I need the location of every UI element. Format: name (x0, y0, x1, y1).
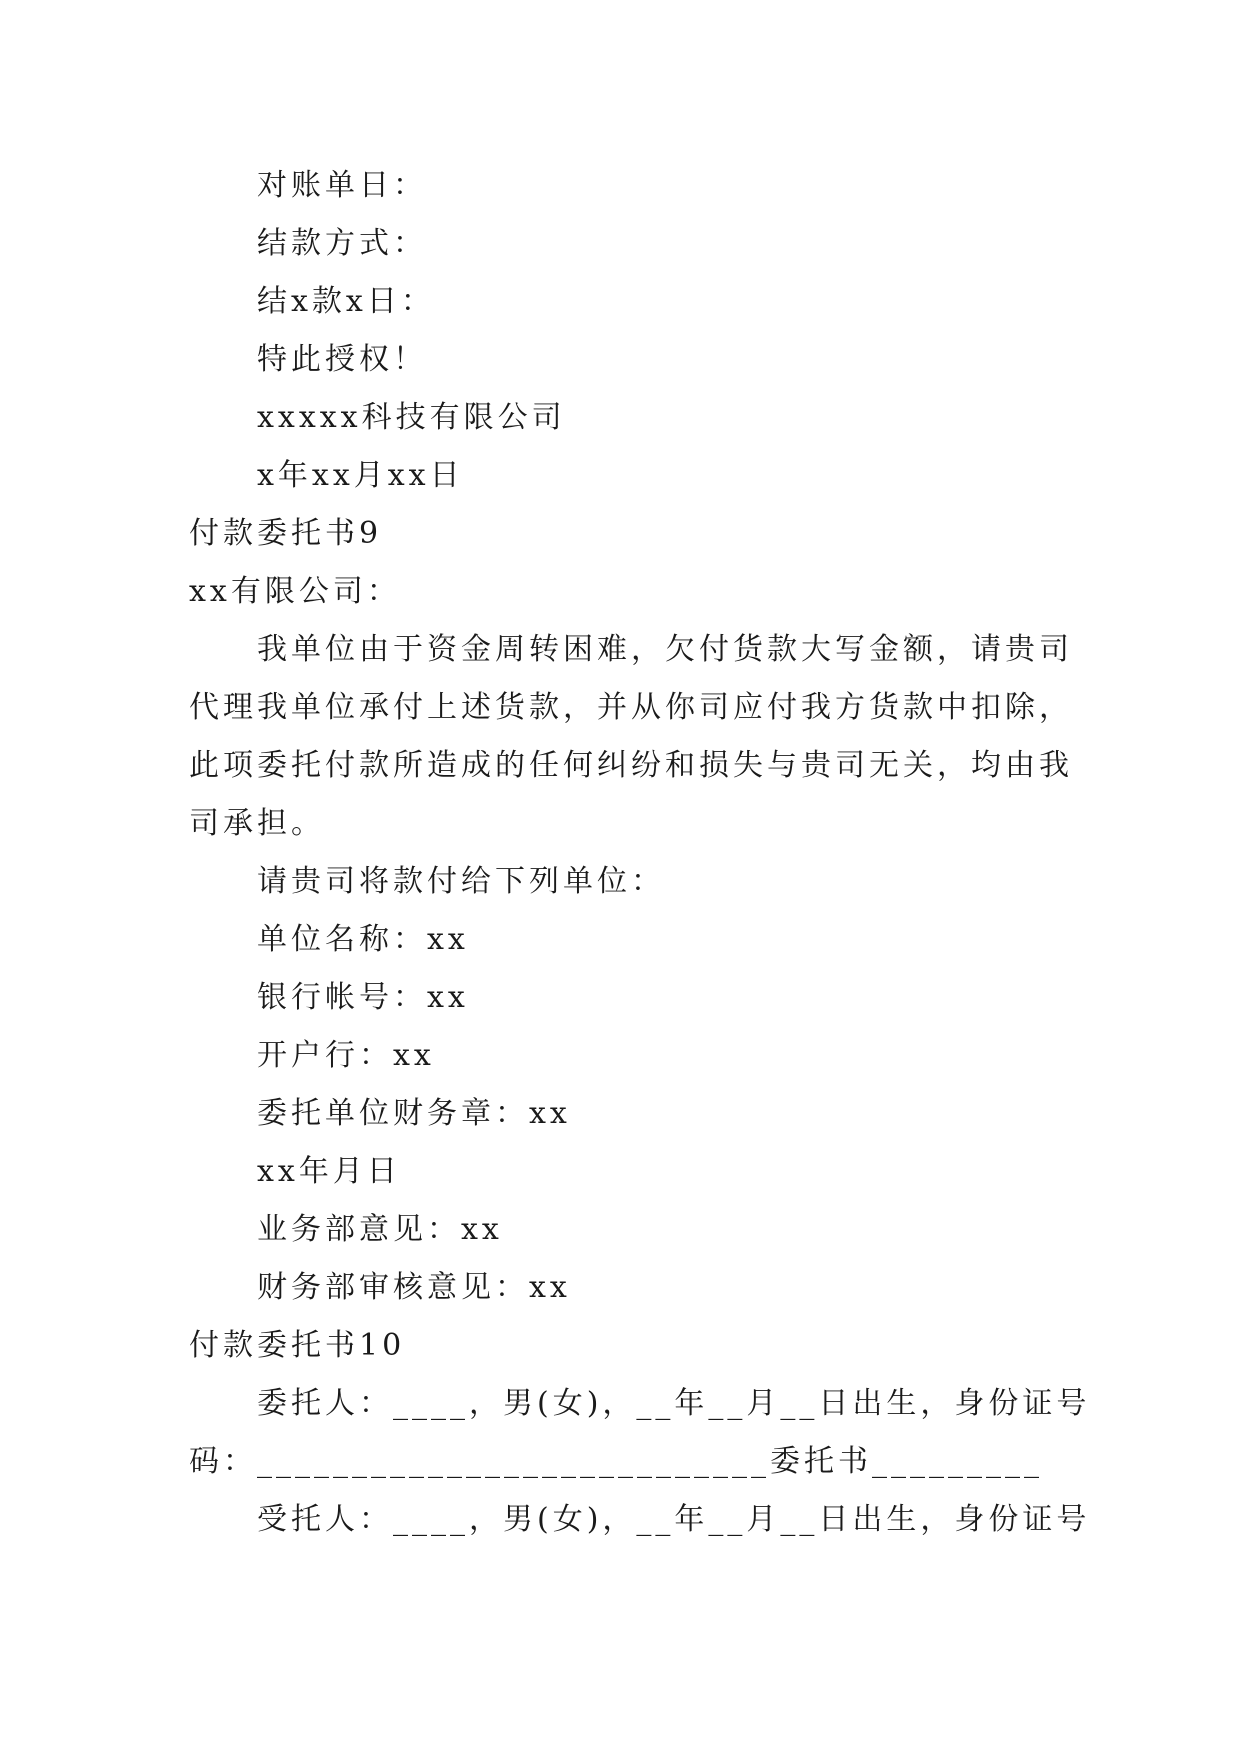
bank-branch-line: 开户行：xx (257, 1038, 435, 1073)
statement-date-line: 对账单日： (257, 168, 427, 203)
principal-line: 委托人：____，男(女)，__年__月__日出生，身份证号 (257, 1386, 1091, 1421)
id-number-line: 码：___________________________委托书_________ (189, 1444, 1043, 1479)
finance-seal-line: 委托单位财务章：xx (257, 1096, 571, 1131)
unit-name-line: 单位名称：xx (257, 922, 469, 957)
date-line: x年xx月xx日 (257, 458, 464, 493)
finance-dept-opinion-line: 财务部审核意见：xx (257, 1270, 571, 1305)
payment-method-line: 结款方式： (257, 226, 427, 261)
business-dept-opinion-line: 业务部意见：xx (257, 1212, 503, 1247)
body-paragraph-line: 我单位由于资金周转困难，欠付货款大写金额，请贵司 (257, 632, 1073, 667)
section-title-10: 付款委托书10 (189, 1328, 406, 1363)
addressee-line: xx有限公司： (189, 574, 401, 609)
section-title-9: 付款委托书9 (189, 516, 383, 551)
authorization-line: 特此授权！ (257, 342, 427, 377)
company-name-line: xxxxx科技有限公司 (257, 400, 566, 435)
body-paragraph-line: 代理我单位承付上述货款，并从你司应付我方货款中扣除， (189, 690, 1073, 725)
body-paragraph-line: 此项委托付款所造成的任何纠纷和损失与贵司无关，均由我 (189, 748, 1073, 783)
bank-account-line: 银行帐号：xx (257, 980, 469, 1015)
date-line: xx年月日 (257, 1154, 401, 1189)
payee-intro-line: 请贵司将款付给下列单位： (257, 864, 665, 899)
settlement-date-line: 结x款x日： (257, 284, 435, 319)
agent-line: 受托人：____，男(女)，__年__月__日出生，身份证号 (257, 1502, 1091, 1537)
body-paragraph-line: 司承担。 (189, 806, 325, 841)
